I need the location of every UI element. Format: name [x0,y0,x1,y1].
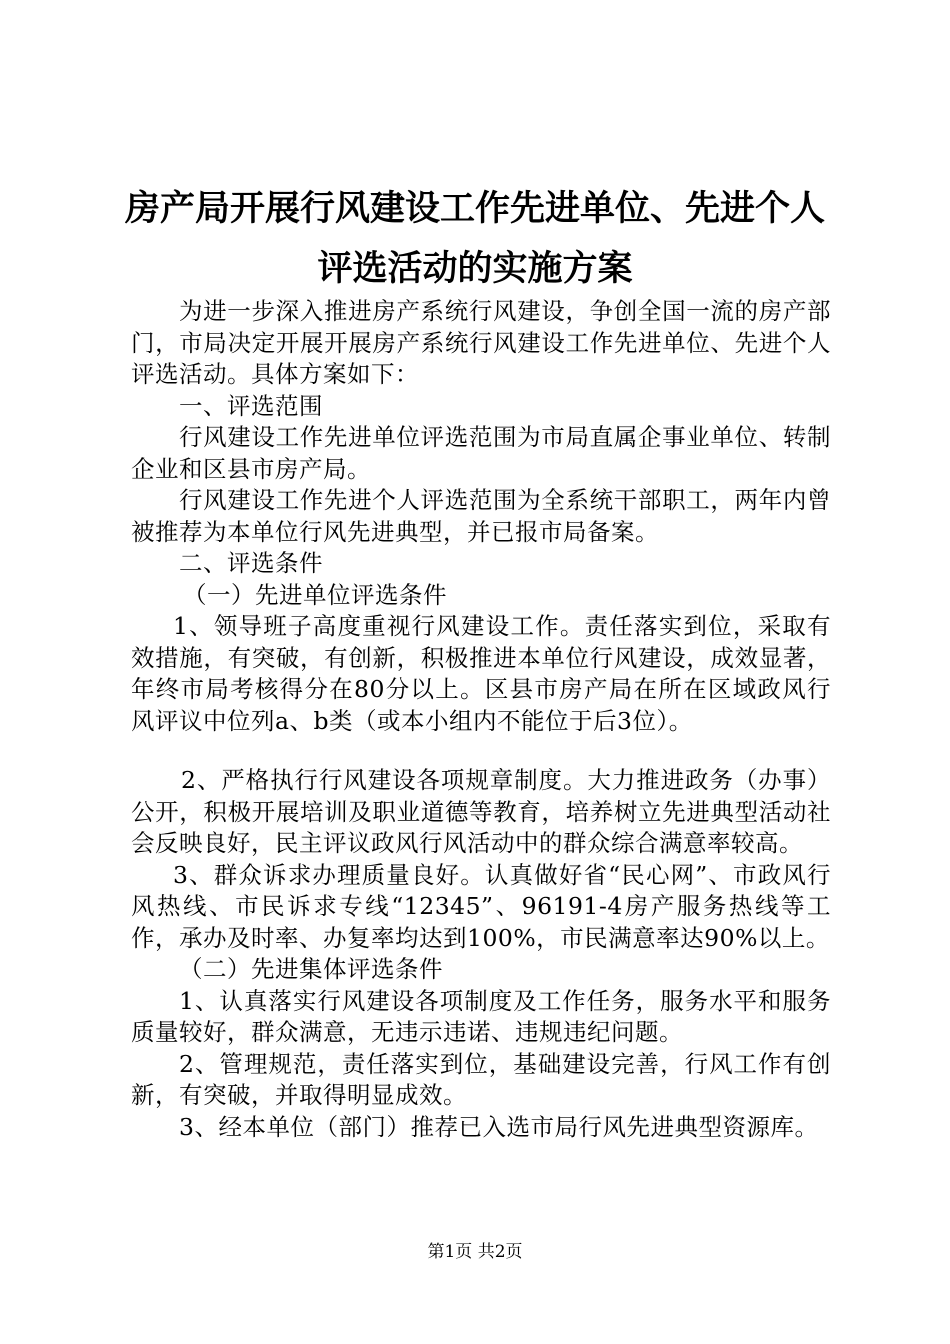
intro-paragraph: 为进一步深入推进房产系统行风建设，争创全国一流的房产部门，市局决定开展开展房产系统行风建设工作先进单位、先进个人评选活动。具体方案如下： [131,297,831,388]
subsection-heading-units: （一）先进单位评选条件 [183,580,447,609]
collective-criterion-1: 1、认真落实行风建设各项制度及工作任务，服务水平和服务质量较好，群众满意，无违示违诺、违规违纪问题。 [131,986,831,1046]
scope-units-paragraph: 行风建设工作先进单位评选范围为市局直属企事业单位、转制企业和区县市房产局。 [131,423,831,483]
document-body [131,296,831,1143]
unit-criterion-2: 2、严格执行行风建设各项规章制度。大力推进政务（办事）公开，积极开展培训及职业道德等教育，培养树立先进典型活动社会反映良好，民主评议政风行风活动中的群众综合满意率较高。 [131,766,831,857]
collective-criterion-2: 2、管理规范，责任落实到位，基础建设完善，行风工作有创新，有突破，并取得明显成效。 [131,1049,831,1109]
document-title-line-1: 房产局开展行风建设工作先进单位、先进个人 [124,189,825,229]
section-heading-criteria: 二、评选条件 [179,549,323,577]
subsection-heading-collectives: （二）先进集体评选条件 [179,955,443,983]
page-footer: 第1页 共2页 [427,1242,523,1262]
collective-criterion-3: 3、经本单位（部门）推荐已入选市局行风先进典型资源库。 [179,1112,819,1141]
scope-individuals-paragraph: 行风建设工作先进个人评选范围为全系统干部职工，两年内曾被推荐为本单位行风先进典型，并已报市局备案。 [131,486,831,546]
unit-criterion-3: 3、群众诉求办理质量良好。认真做好省“民心网”、市政风行风热线、市民诉求专线“12345”、96191-4房产服务热线等工作，承办及时率、办复率均达到100%，市民满意率达90%以上。 [131,860,831,952]
document-title-line-2: 评选活动的实施方案 [317,249,633,289]
section-heading-scope: 一、评选范围 [179,391,323,420]
unit-criterion-1: 1、领导班子高度重视行风建设工作。责任落实到位，采取有效措施，有突破，有创新，积极推进本单位行风建设，成效显著，年终市局考核得分在80分以上。区县市房产局在所在区域政风行风评议中位列a、b类（或本小组内不能位于后3位）。 [131,612,831,735]
